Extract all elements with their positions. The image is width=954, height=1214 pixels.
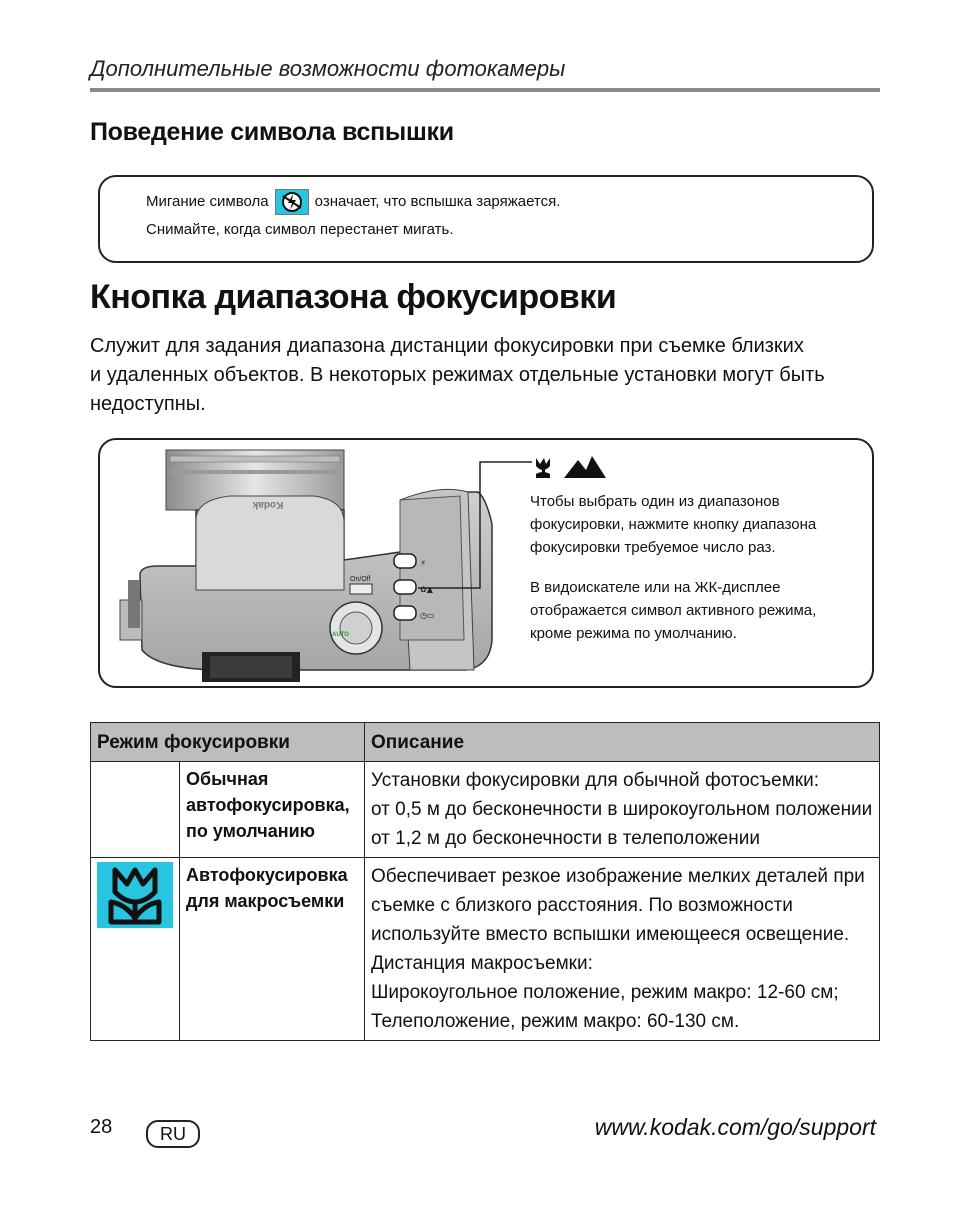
flash-section-title: Поведение символа вспышки <box>90 118 454 146</box>
callout-icons <box>532 452 610 487</box>
header-rule <box>90 88 880 92</box>
flash-note-box <box>98 175 874 263</box>
focus-section-title: Кнопка диапазона фокусировки <box>90 278 617 316</box>
macro-icon <box>97 862 173 928</box>
support-url: www.kodak.com/go/support <box>594 1114 876 1140</box>
power-switch-label: On/Off <box>350 576 371 583</box>
description-line: от 0,5 м до бесконечности в широкоугольном положении <box>371 799 873 820</box>
language-badge: RU <box>146 1120 200 1148</box>
running-header: Дополнительные возможности фотокамеры <box>90 56 566 81</box>
mode-icon-cell <box>91 762 180 858</box>
page-number: 28 <box>90 1116 113 1138</box>
mode-description <box>365 762 880 858</box>
flash-note-line-1 <box>146 189 560 215</box>
description-line: используйте вместо вспышки имеющееся освещение. <box>371 924 850 945</box>
mode-dial-label: AUTO <box>332 632 349 638</box>
focus-modes-table <box>90 722 880 1041</box>
focus-intro-paragraph <box>90 332 860 419</box>
table-header-description: Описание <box>365 723 880 762</box>
macro-landscape-icon <box>532 452 610 482</box>
flash-note-line-1-start: Мигание символа <box>146 192 269 210</box>
description-line: съемке с близкого расстояния. По возможности <box>371 895 793 916</box>
description-line: Широкоугольное положение, режим макро: 12-60 см; <box>371 982 839 1003</box>
callout-line: кроме режима по умолчанию. <box>530 625 737 642</box>
flash-charging-icon <box>275 189 309 215</box>
table-header-mode: Режим фокусировки <box>91 723 365 762</box>
intro-line: Служит для задания диапазона дистанции фокусировки при съемке близких <box>90 335 804 357</box>
description-line: Телеположение, режим макро: 60-130 см. <box>371 1011 740 1032</box>
mode-description <box>365 858 880 1041</box>
intro-line: и удаленных объектов. В некоторых режимах отдельные установки могут быть <box>90 364 825 386</box>
camera-brand-label: Kodak <box>252 499 284 510</box>
callout-line: В видоискателе или на ЖК-дисплее <box>530 579 781 596</box>
callout-paragraph-2 <box>530 576 816 645</box>
mode-icon-cell <box>91 858 180 1041</box>
callout-paragraph-1 <box>530 490 816 559</box>
table-row <box>91 762 880 858</box>
description-line: Установки фокусировки для обычной фотосъемки: <box>371 770 820 791</box>
svg-text:⚡: ⚡ <box>420 559 427 569</box>
table-header-row <box>91 723 880 762</box>
callout-line: фокусировки, нажмите кнопку диапазона <box>530 516 817 533</box>
callout-line: фокусировки требуемое число раз. <box>530 539 776 556</box>
camera-top-view-illustration <box>100 440 872 686</box>
mode-name: Автофокусировка для макросъемки <box>180 858 365 1041</box>
svg-text:◷▭: ◷▭ <box>420 611 435 620</box>
description-line: Дистанция макросъемки: <box>371 953 593 974</box>
table-row <box>91 858 880 1041</box>
description-line: Обеспечивает резкое изображение мелких деталей при <box>371 866 865 887</box>
callout-line: Чтобы выбрать один из диапазонов <box>530 493 780 510</box>
description-line: от 1,2 м до бесконечности в телеположении <box>371 828 760 849</box>
callout-line: отображается символ активного режима, <box>530 602 817 619</box>
camera-illustration-box <box>98 438 874 688</box>
intro-line: недоступны. <box>90 393 206 415</box>
flash-note-line-2: Снимайте, когда символ перестанет мигать. <box>146 221 454 238</box>
mode-name: Обычная автофокусировка, по умолчанию <box>180 762 365 858</box>
svg-text:✿▲: ✿▲ <box>420 585 433 594</box>
flash-note-line-1-end: означает, что вспышка заряжается. <box>314 192 561 210</box>
